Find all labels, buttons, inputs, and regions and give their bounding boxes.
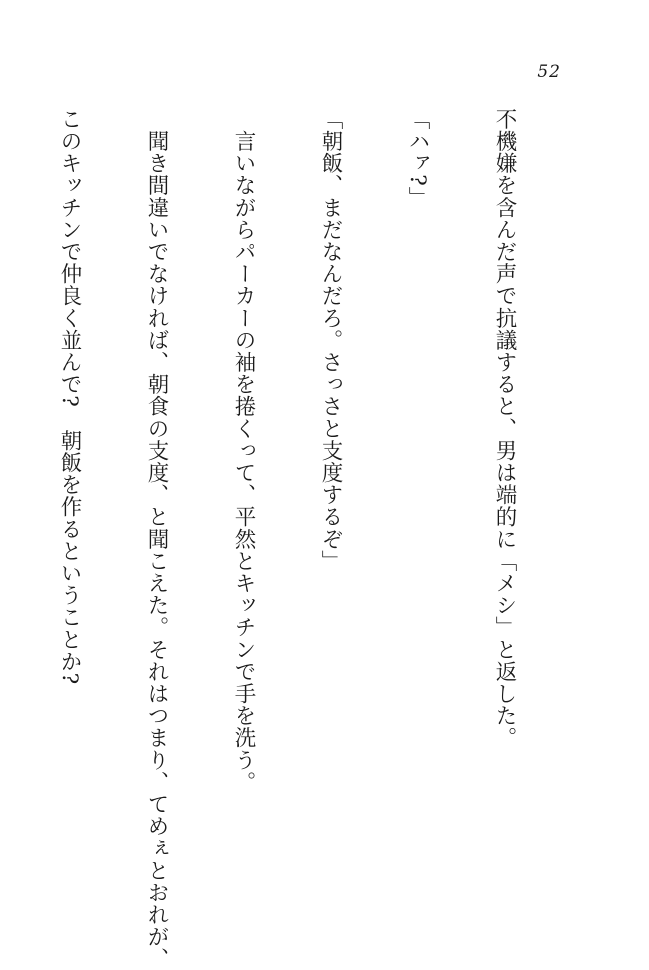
text-line: 不機嫌を含んだ声で抗議すると、男は端的に「メシ」と返した。 (492, 108, 517, 749)
page-number: 52 (537, 62, 561, 82)
text-line: このキッチンで仲良く並んで? 朝飯を作るということか? (57, 108, 82, 685)
text-line: 「ハァ?」 (405, 108, 430, 209)
text-line: 言いながらパーカーの袖を捲くって、平然とキッチンで手を洗う。 (231, 108, 256, 794)
vertical-text-body (0, 108, 577, 970)
text-line: 聞き間違いでなければ、朝食の支度、と聞こえた。それはつまり、てめぇとおれが、 (144, 108, 169, 970)
text-line: 「朝飯、まだなんだろ。さっさと支度するぞ」 (318, 108, 343, 573)
